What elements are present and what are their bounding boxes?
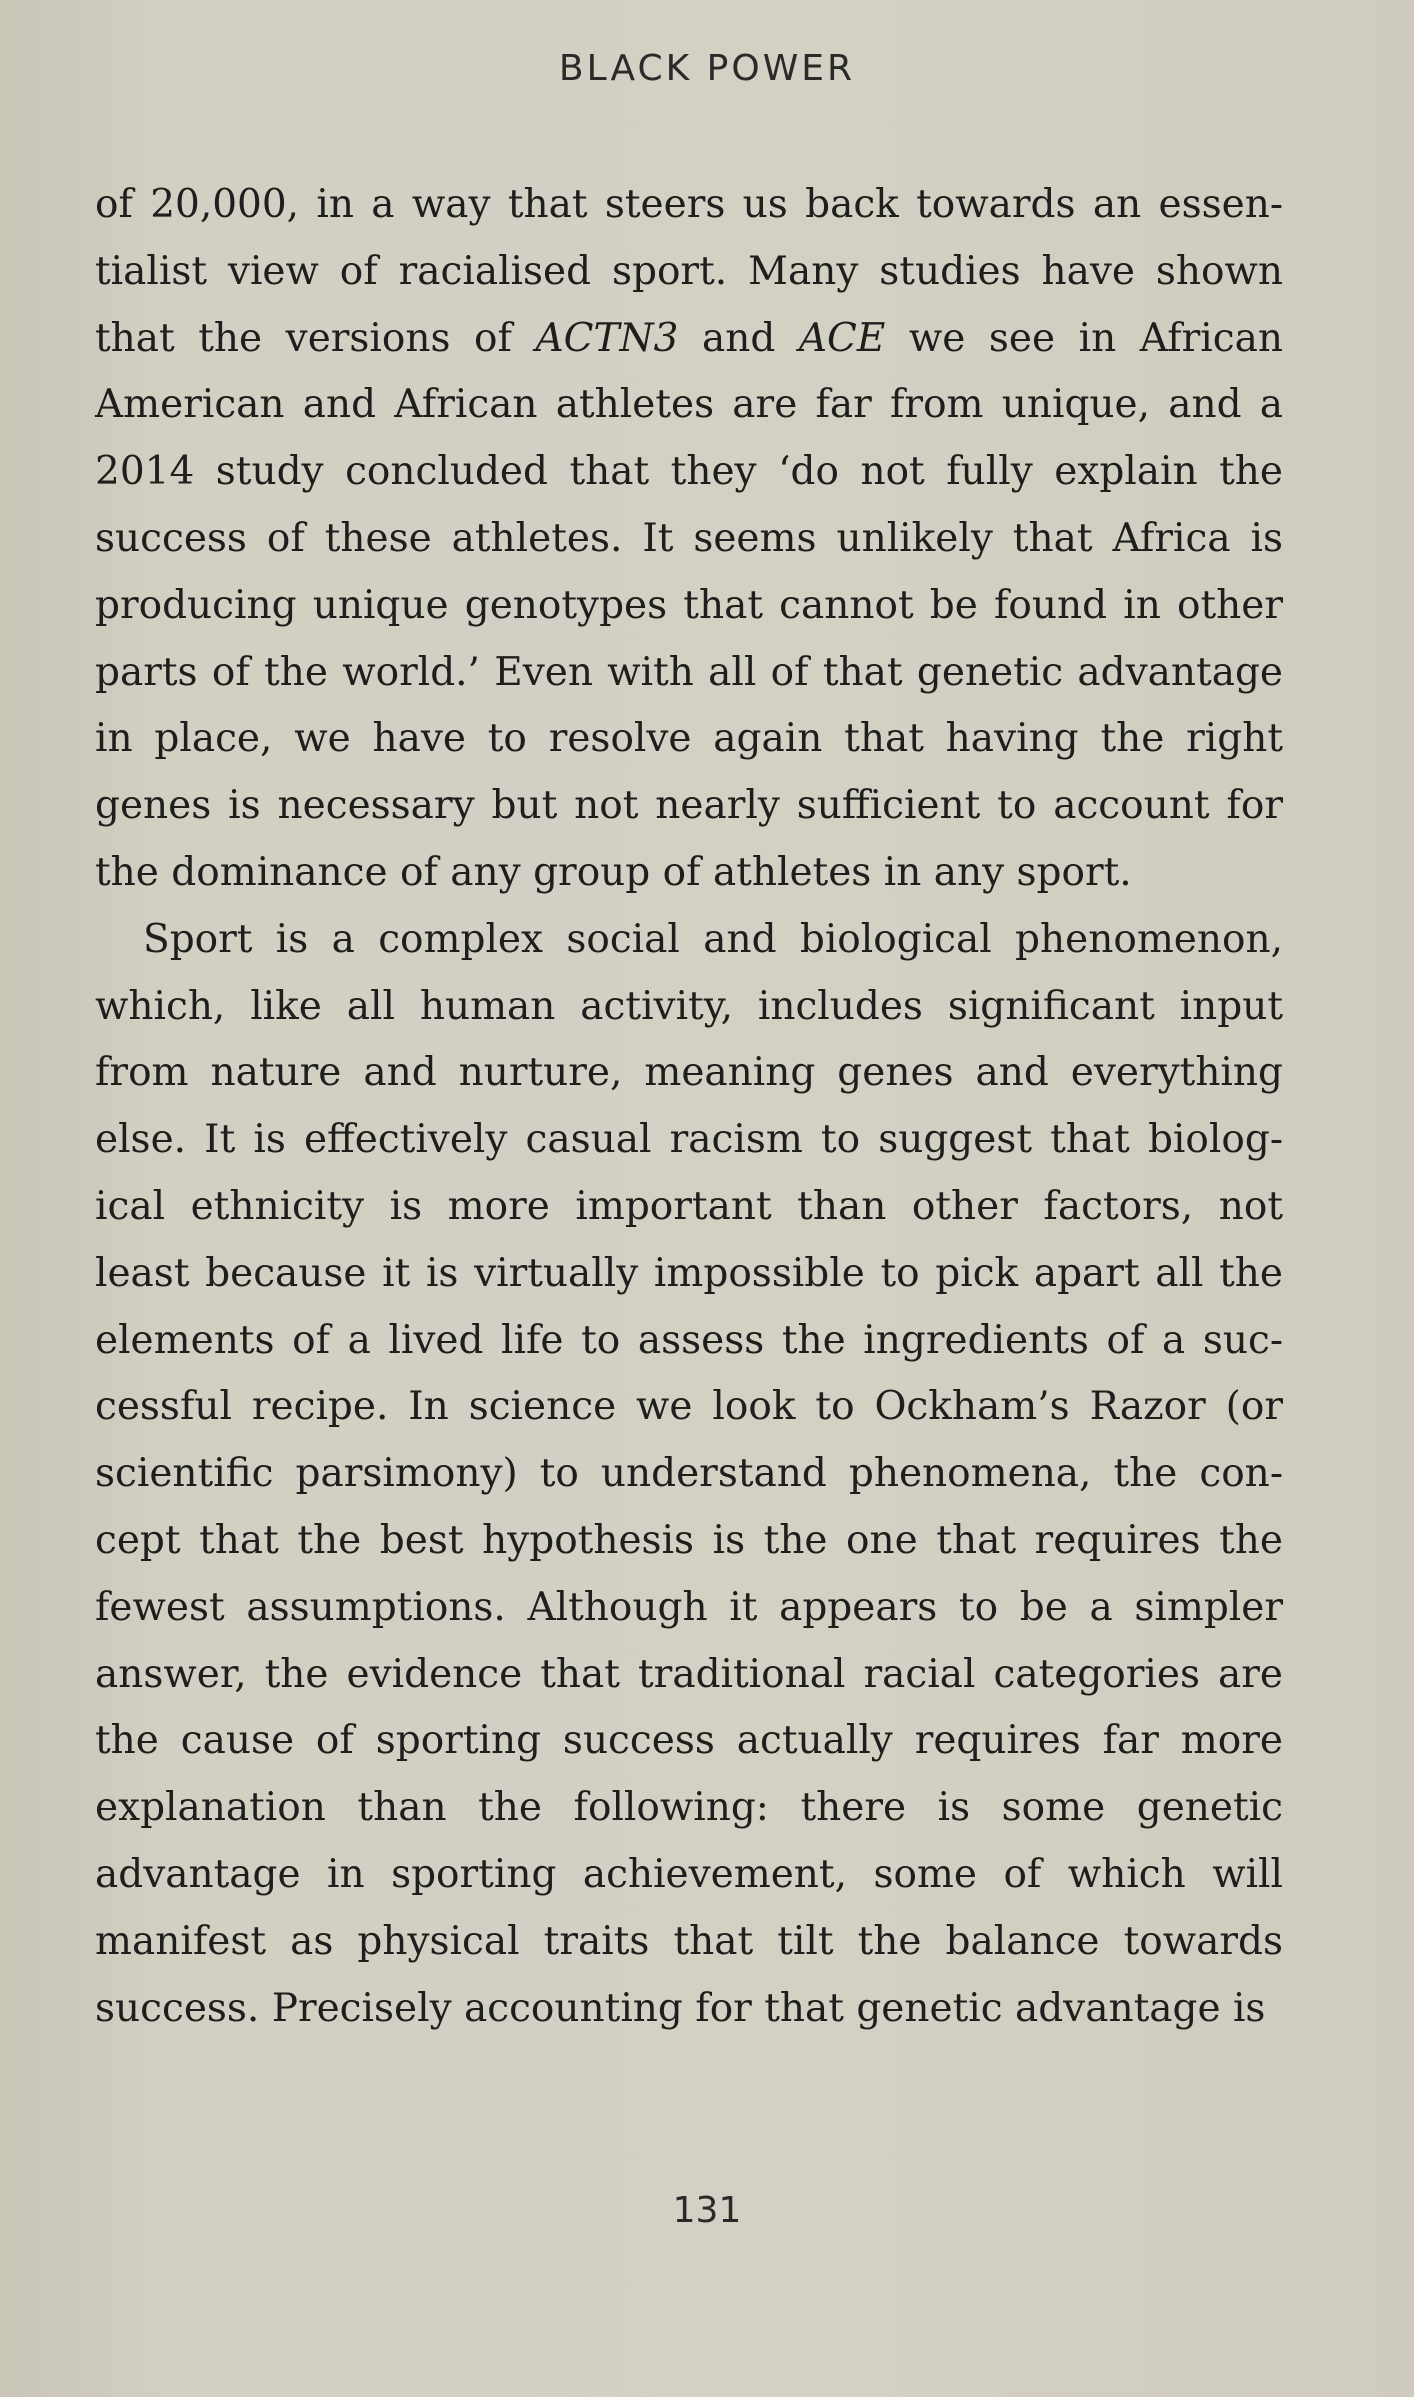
paragraph-1 [95,172,1283,907]
gene-name-ace: ACE [798,315,886,361]
paragraph-2: Sport is a complex social and biological phenomenon, which, like all human activity, includes significant input from nature and nurture, meaning genes and everything else. It is effectively casual racism to suggest that biological ethnicity is more important than other factors, not least because it is virtually impossible to pick apart all the elements of a lived life to assess the ingredients of a successful recipe. In science we look to Ockham’s Razor (or scientific parsimony) to understand phenomena, the concept that the best hypothesis is the one that requires the fewest assumptions. Although it appears to be a simpler answer, the evidence that traditional racial categories are the cause of sporting success actually requires far more explanation than the following: there is some genetic advantage in sporting achievement, some of which will manifest as physical traits that tilt the balance towards success. Precisely accounting for that genetic advantage is [95,916,1283,2031]
running-head: BLACK POWER [558,48,856,89]
body-text [95,172,1283,2042]
paragraph-1-text-c: we see in African American and African athletes are far from unique, and a 2014 study concluded that they ‘do not fully explain the success of these athletes. It seems unlikely that Africa is producing unique genotypes that cannot be found in other parts of the world.’ Even with all of that genetic advantage in place, we have to resolve again that having the right genes is necessary but not nearly sufficient to account for the dominance of any group of athletes in any sport. [95,315,1283,895]
paragraph-1-text-b: and [678,315,799,361]
page-number: 131 [672,2190,742,2231]
paragraph-1-text-a: of 20,000, in a way that steers us back towards an essentialist view of racialised sport. Many studies have shown that the versions of [95,182,1283,361]
gene-name-actn3: ACTN3 [535,315,679,361]
